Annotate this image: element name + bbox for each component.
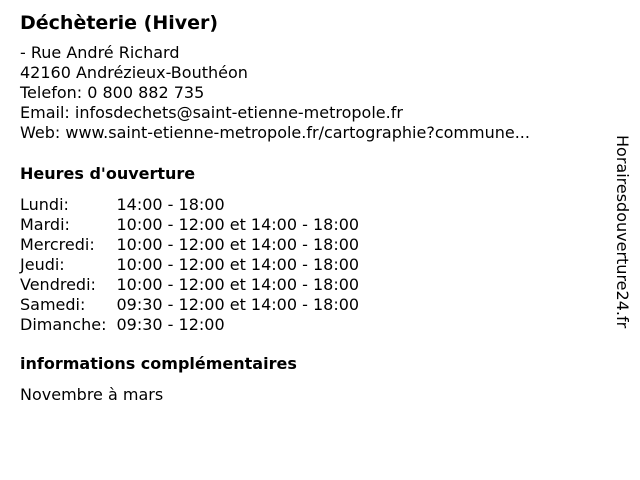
opening-hours-heading: Heures d'ouverture (20, 164, 196, 183)
table-row (20, 295, 359, 315)
additional-info-text: Novembre à mars (20, 385, 164, 404)
web-line: Web: www.saint-etienne-metropole.fr/cartographie?commune... (20, 123, 530, 142)
day-hours: 09:30 - 12:00 (116, 315, 225, 334)
opening-hours-table (20, 195, 359, 335)
table-row (20, 275, 359, 295)
city-line: 42160 Andrézieux-Bouthéon (20, 63, 248, 82)
day-hours: 14:00 - 18:00 (116, 195, 225, 214)
day-label: Lundi: (20, 195, 69, 214)
additional-info-heading: informations complémentaires (20, 354, 297, 373)
day-label: Jeudi: (20, 255, 65, 274)
table-row (20, 315, 359, 335)
street-line: - Rue André Richard (20, 43, 180, 62)
email-line: Email: infosdechets@saint-etienne-metropole.fr (20, 103, 403, 122)
day-hours: 10:00 - 12:00 et 14:00 - 18:00 (116, 275, 360, 294)
day-label: Mercredi: (20, 235, 95, 254)
page-title: Déchèterie (Hiver) (20, 12, 219, 34)
day-label: Samedi: (20, 295, 86, 314)
day-hours: 10:00 - 12:00 et 14:00 - 18:00 (116, 215, 360, 234)
table-row (20, 195, 359, 215)
day-label: Mardi: (20, 215, 70, 234)
day-label: Dimanche: (20, 315, 107, 334)
site-watermark: Horairesdouverture24.fr (613, 135, 632, 329)
day-label: Vendredi: (20, 275, 96, 294)
day-hours: 10:00 - 12:00 et 14:00 - 18:00 (116, 235, 360, 254)
table-row (20, 255, 359, 275)
day-hours: 09:30 - 12:00 et 14:00 - 18:00 (116, 295, 360, 314)
table-row (20, 235, 359, 255)
table-row (20, 215, 359, 235)
phone-line: Telefon: 0 800 882 735 (20, 83, 205, 102)
day-hours: 10:00 - 12:00 et 14:00 - 18:00 (116, 255, 360, 274)
address-block (20, 43, 530, 143)
